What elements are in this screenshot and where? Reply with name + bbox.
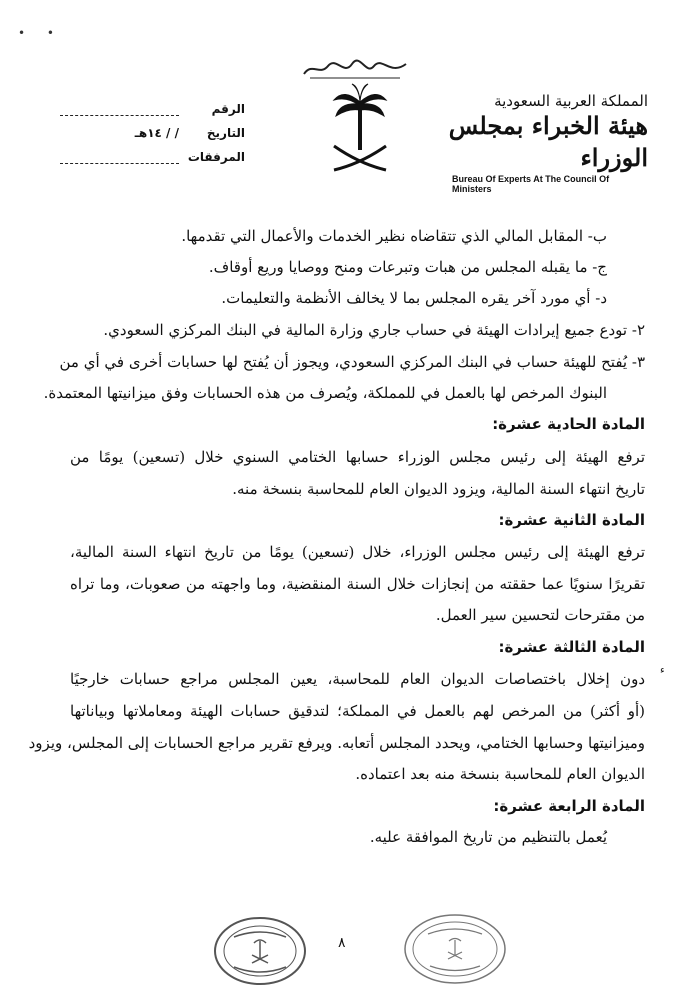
article-12-line-1: ترفع الهيئة إلى رئيس مجلس الوزراء، خلال (تسعين) يومًا من تاريخ انتهاء السنة المالية، — [70, 543, 645, 561]
article-11-line-2: تاريخ انتهاء السنة المالية، ويزود الديوان العام للمحاسبة بنسخة منه. — [232, 480, 645, 498]
article-12-line-2: تقريرًا سنويًا عما حققته من إنجازات خلال السنة المنقضية، وما واجهته من صعوبات، وما تراه — [70, 575, 645, 593]
article-12-line-3: من مقترحات لتحسين سير العمل. — [435, 606, 645, 624]
article-13-line-3: وميزانيتها وحسابها الختامي، ويحدد المجلس أتعابه. ويرفع تقرير مراجع الحسابات إلى المجلس، ويزود — [28, 734, 645, 752]
reference-fields — [60, 92, 245, 164]
date-value: / / ١٤هـ — [134, 126, 179, 140]
article-13-line-1: دون إخلال باختصاصات الديوان العام للمحاسبة، يعين المجلس مراجع حسابات خارجيًا — [70, 670, 645, 688]
basmala-calligraphy — [300, 58, 410, 80]
number-label: الرقم — [211, 102, 245, 116]
date-label: التاريخ — [206, 126, 245, 140]
date-field — [60, 116, 245, 140]
item-2: ٢- تودع جميع إيرادات الهيئة في حساب جاري وزارة المالية في البنك المركزي السعودي. — [103, 321, 645, 339]
bureau-seal — [212, 915, 308, 987]
item-b: ب- المقابل المالي الذي تتقاضاه نظير الخدمات والأعمال التي تقدمها. — [181, 227, 607, 245]
item-c: ج- ما يقبله المجلس من هبات وتبرعات ومنح ووصايا وريع أوقاف. — [208, 258, 607, 276]
article-13-title: المادة الثالثة عشرة: — [498, 638, 645, 656]
saudi-emblem-icon — [330, 82, 390, 177]
article-14-line-1: يُعمل بالتنظيم من تاريخ الموافقة عليه. — [369, 828, 607, 846]
number-field — [60, 92, 245, 116]
page-number: ٨ — [338, 935, 346, 951]
article-13-line-4: الديوان العام للمحاسبة بنسخة منه بعد اعتماده. — [355, 765, 645, 783]
number-line — [60, 103, 179, 116]
item-3-line-2: البنوك المرخص لها بالعمل في للمملكة، ويُصرف من هذه الحسابات وفق ميزانيتها المعتمدة. — [43, 384, 607, 402]
item-3-line-1: ٣- يُفتح للهيئة حساب في البنك المركزي السعودي، ويجوز أن يُفتح لها حسابات أخرى في أي من — [59, 353, 645, 371]
article-11-line-1: ترفع الهيئة إلى رئيس مجلس الوزراء حسابها الختامي السنوي خلال (تسعين) يومًا من — [70, 448, 645, 466]
item-d: د- أي مورد آخر يقره المجلس بما لا يخالف الأنظمة والتعليمات. — [221, 289, 607, 307]
article-13-line-2: (أو أكثر) من المرخص لهم بالعمل في المملكة؛ لتدقيق حسابات الهيئة ومعاملاتها وبياناتها — [70, 702, 645, 720]
kingdom-name: المملكة العربية السعودية — [494, 92, 648, 110]
attachments-line — [60, 151, 179, 164]
secretariat-seal — [402, 912, 508, 986]
bureau-name-english: Bureau Of Experts At The Council Of Ministers — [452, 174, 610, 194]
letterhead-organization — [448, 92, 648, 194]
bureau-name-arabic: هيئة الخبراء بمجلس الوزراء — [448, 111, 648, 172]
attachments-field — [60, 140, 245, 164]
punch-marks: • • — [18, 26, 63, 40]
margin-mark: ﺀ — [660, 665, 665, 676]
article-11-title: المادة الحادية عشرة: — [492, 415, 645, 433]
article-14-title: المادة الرابعة عشرة: — [493, 797, 645, 815]
attachments-label: المرفقات — [187, 150, 245, 164]
article-12-title: المادة الثانية عشرة: — [498, 511, 645, 529]
